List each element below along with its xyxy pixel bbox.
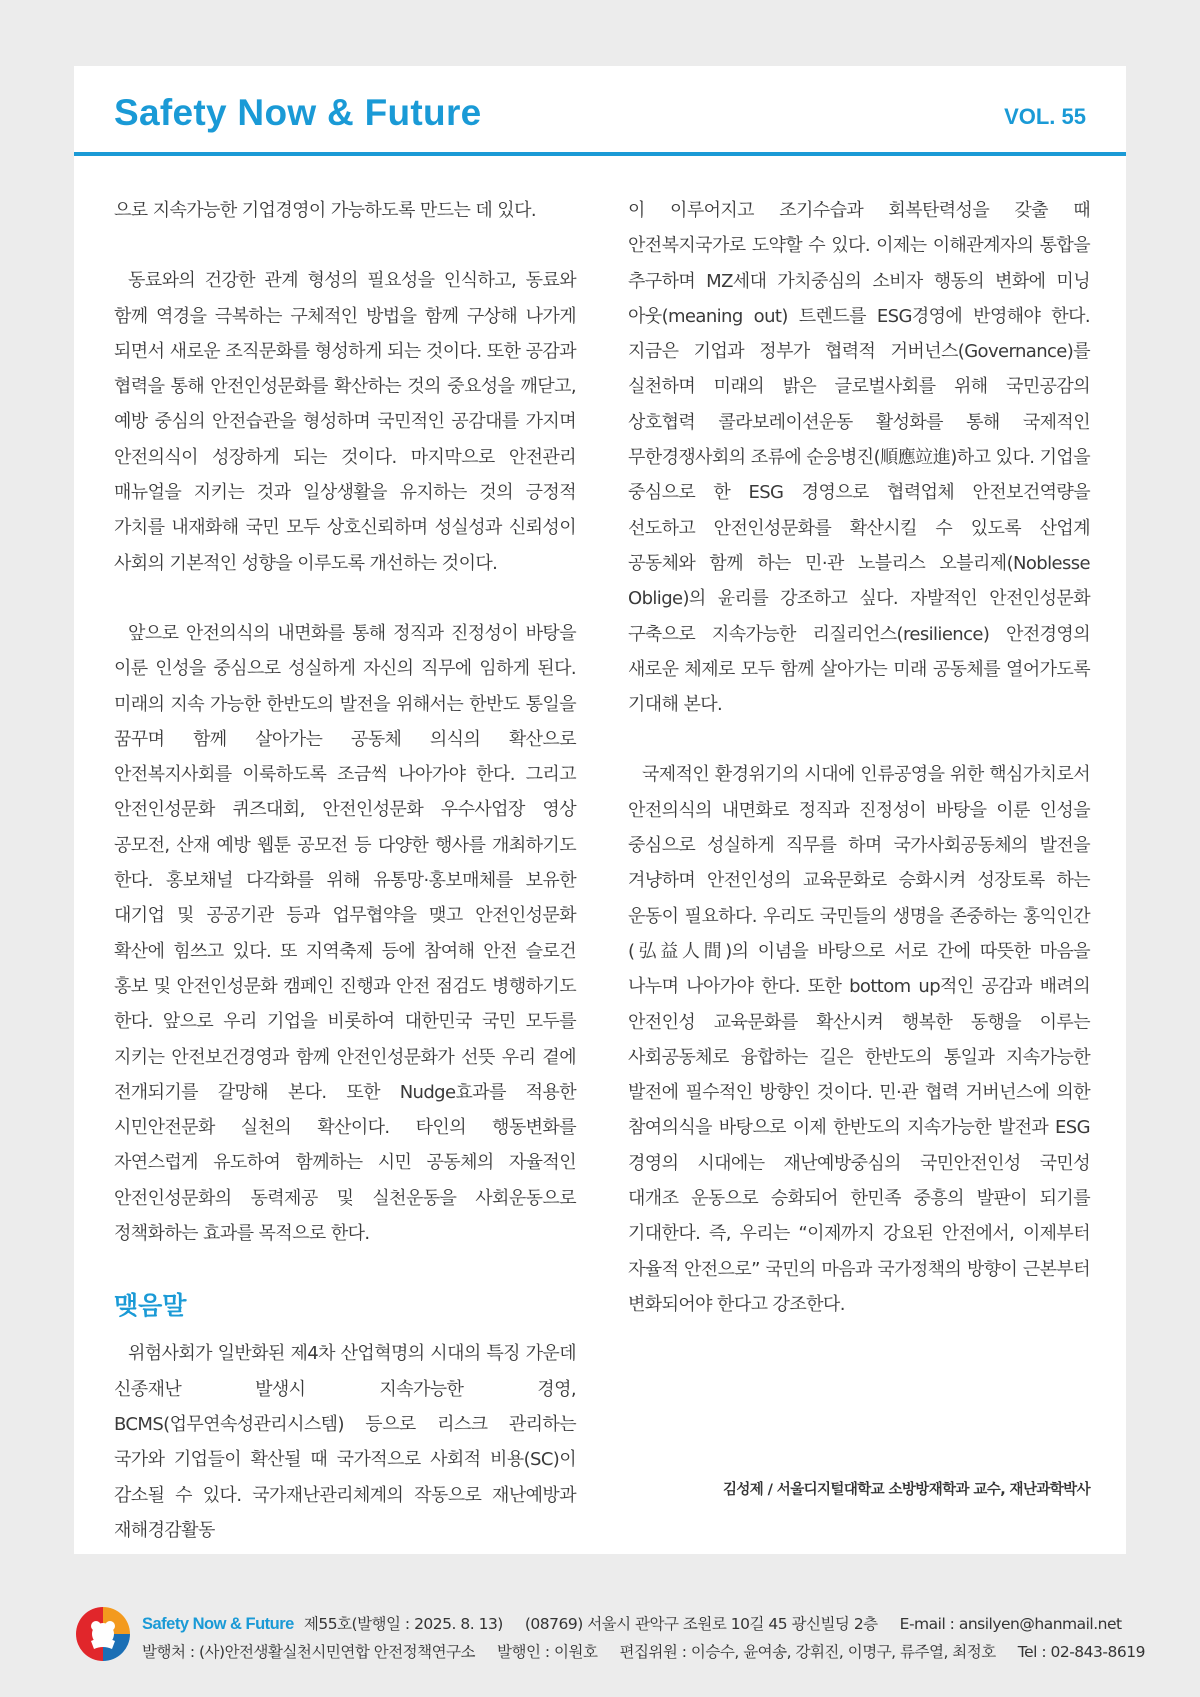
magazine-title: Safety Now & Future [114, 92, 482, 133]
paragraph: 앞으로 안전의식의 내면화를 통해 정직과 진정성이 바탕을 이룬 인성을 중심으로 성실하게 자신의 직무에 임하게 된다. 미래의 지속 가능한 한반도의 발전을 위해서는 한반도 통일을 꿈꾸며 함께 살아가는 공동체 의식의 확산으로 안전복지사회를 이룩하도록 조금씩 나아가야 한다. 그리고 안전인성문화 퀴즈대회, 안전인성문화 우수사업장 영상 공모전, 산재 예방 웹툰 공모전 등 다양한 행사를 개최하기도 한다. 홍보채널 다각화를 위해 유통망·홍보매체를 보유한 대기업 및 공공기관 등과 업무협약을 맺고 안전인성문화 확산에 힘쓰고 있다. 또 지역축제 등에 참여해 안전 슬로건 홍보 및 안전인성문화 캠페인 진행과 안전 점검도 병행하기도 한다. 앞으로 우리 기업을 비롯하여 대한민국 국민 모두를 지키는 안전보건경영과 함께 안전인성문화가 선뜻 우리 곁에 전개되기를 갈망해 본다. 또한 Nudge효과를 적용한 시민안전문화 실천의 확산이다. 타인의 행동변화를 자연스럽게 유도하여 함께하는 시민 공동체의 자율적인 안전인성문화의 동력제공 및 실천운동을 사회운동으로 정책화하는 효과를 목적으로 한다. [114, 622, 576, 1245]
footer-brand: Safety Now & Future [142, 1615, 294, 1633]
paragraph: 국제적인 환경위기의 시대에 인류공영을 위한 핵심가치로서 안전의식의 내면화로 정직과 진정성이 바탕을 이룬 인성을 중심으로 성실하게 직무를 하며 국가사회공동체의 발전을 겨냥하며 안전인성의 교육문화로 승화시켜 성장토록 하는 운동이 필요하다. 우리도 국민들의 생명을 존중하는 홍익인간(弘益人間)의 이념을 바탕으로 서로 간에 따뜻한 마음을 나누며 나아가야 한다. 또한 bottom up적인 공감과 배려의 안전인성 교육문화를 확산시켜 행복한 동행을 이루는 사회공동체로 융합하는 길은 한반도의 통일과 지속가능한 발전에 필수적인 방향인 것이다. 민·관 협력 거버넌스에 의한 참여의식을 바탕으로 이제 한반도의 지속가능한 발전과 ESG 경영의 시대에는 재난예방중심의 국민안전인성 국민성 대개조 운동으로 승화되어 한민족 중흥의 발판이 되기를 기대한다. 즉, 우리는 “이제까지 강요된 안전에서, 이제부터 자율적 안전으로” 국민의 마음과 국가정책의 방향이 근본부터 변화되어야 한다고 강조한다. [628, 764, 1090, 1315]
footer-line-2 [142, 1640, 1145, 1662]
footer-editors: 편집위원 : 이승수, 윤여송, 강휘진, 이명구, 류주열, 최정호 [619, 1643, 996, 1661]
footer-tel: Tel : 02-843-8619 [1017, 1643, 1145, 1661]
footer-line-1 [142, 1612, 1122, 1634]
header [74, 66, 1126, 156]
author-credit: 김성제 / 서울디지털대학교 소방방재학과 교수, 재난과학박사 [722, 1482, 1090, 1498]
footer-email[interactable]: E-mail : ansilyen@hanmail.net [899, 1615, 1122, 1633]
paragraph: 동료와의 건강한 관계 형성의 필요성을 인식하고, 동료와 함께 역경을 극복하는 구체적인 방법을 함께 구상해 나가게 되면서 새로운 조직문화를 형성하게 되는 것이다. 또한 공감과 협력을 통해 안전인성문화를 확산하는 것의 중요성을 깨닫고, 예방 중심의 안전습관을 형성하며 국민적인 공감대를 가지며 안전의식이 성장하게 되는 것이다. 마지막으로 안전관리 매뉴얼을 지키는 것과 일상생활을 유지하는 것의 긍정적 가치를 내재화해 국민 모두 상호신뢰하며 성실성과 신뢰성이 사회의 기본적인 성향을 이루도록 개선하는 것이다. [114, 270, 576, 574]
right-column [628, 193, 1090, 1357]
left-column [114, 193, 576, 1583]
footer-publisher: 발행처 : (사)안전생활실천시민연합 안전정책연구소 [142, 1643, 476, 1661]
volume-number: VOL. 55 [1004, 104, 1086, 129]
footer-address: (08769) 서울시 관악구 조원로 10길 45 광신빌딩 2층 [524, 1615, 878, 1633]
organization-logo-icon [74, 1605, 132, 1663]
paragraph: 으로 지속가능한 기업경영이 가능하도록 만드는 데 있다. [114, 200, 536, 221]
footer-issue: 제55호(발행일 : 2025. 8. 13) [303, 1615, 503, 1633]
paragraph: 위험사회가 일반화된 제4차 산업혁명의 시대의 특징 가운데 신종재난 발생시 지속가능한 경영, BCMS(업무연속성관리시스템) 등으로 리스크 관리하는 국가와 기업들이 확산될 때 국가적으로 사회적 비용(SC)이 감소될 수 있다. 국가재난관리체계의 작동으로 재난예방과 재해경감활동 [114, 1343, 576, 1541]
footer [74, 1600, 1145, 1670]
paragraph: 이 이루어지고 조기수습과 회복탄력성을 갖출 때 안전복지국가로 도약할 수 있다. 이제는 이해관계자의 통합을 추구하며 MZ세대 가치중심의 소비자 행동의 변화에 미닝 아웃(meaning out) 트렌드를 ESG경영에 반영해야 한다. 지금은 기업과 정부가 협력적 거버넌스(Governance)를 실천하며 미래의 밝은 글로벌사회를 위해 국민공감의 상호협력 콜라보레이션운동 활성화를 통해 국제적인 무한경쟁사회의 조류에 순응병진(順應竝進)하고 있다. 기업을 중심으로 한 ESG 경영으로 협력업체 안전보건역량을 선도하고 안전인성문화를 확산시킬 수 있도록 산업계 공동체와 함께 하는 민·관 노블리스 오블리제(Noblesse Oblige)의 윤리를 강조하고 싶다. 자발적인 안전인성문화 구축으로 지속가능한 리질리언스(resilience) 안전경영의 새로운 체제로 모두 함께 살아가는 미래 공동체를 열어가도록 기대해 본다. [628, 200, 1090, 716]
footer-issuer: 발행인 : 이원호 [497, 1643, 598, 1661]
section-heading: 맺음말 [114, 1291, 187, 1321]
